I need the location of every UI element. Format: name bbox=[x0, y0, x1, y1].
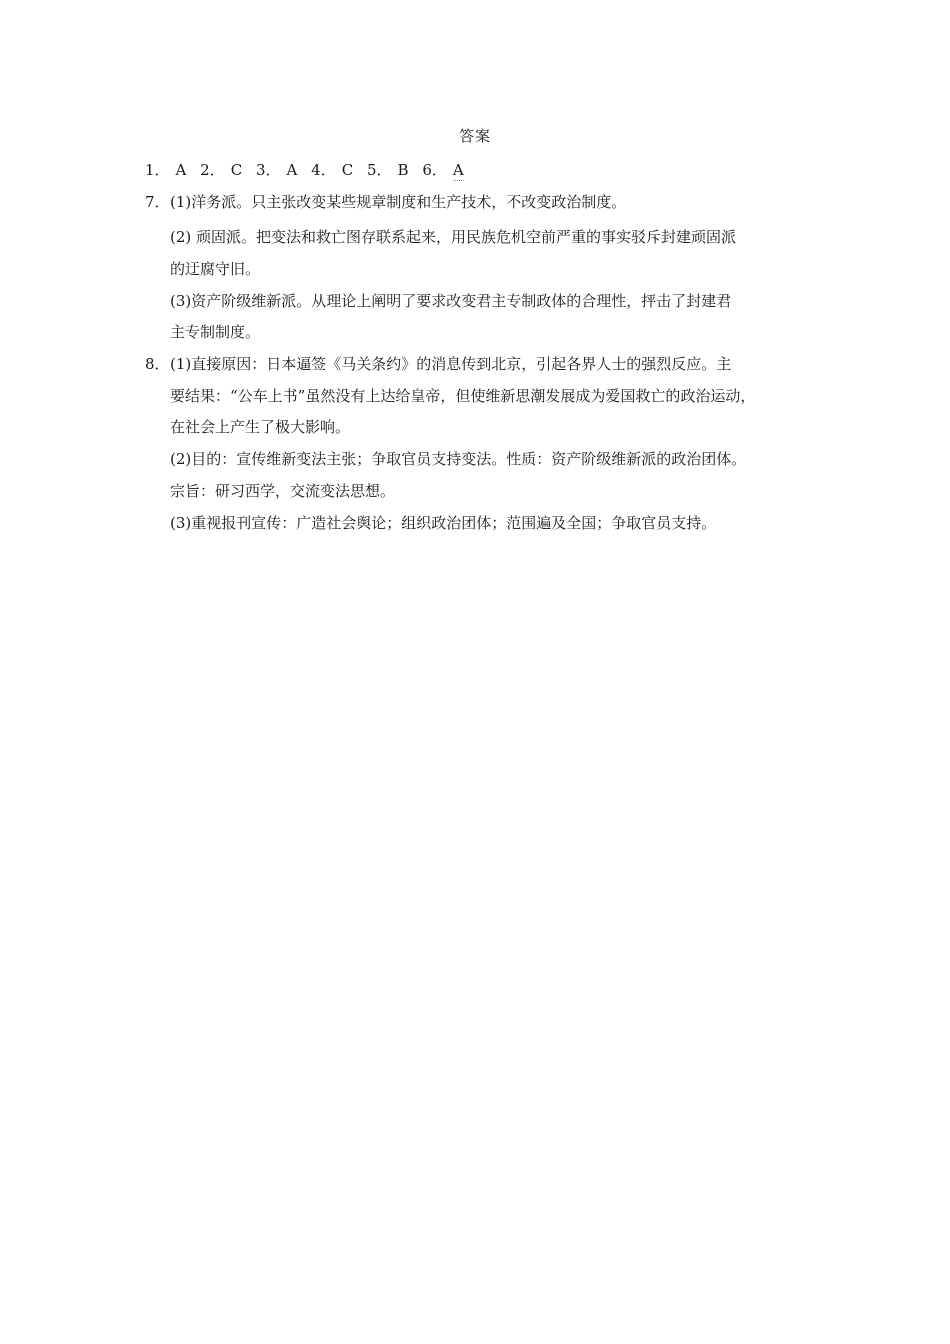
q8-text: (1)直接原因：日本逼签《马关条约》的消息传到北京，引起各界人士的强烈反应。主 bbox=[170, 355, 732, 373]
q8-line-5: 宗旨：研习西学，交流变法思想。 bbox=[170, 482, 396, 500]
q8-line-3: 在社会上产生了极大影响。 bbox=[170, 418, 351, 436]
mc-answer-6 bbox=[422, 160, 463, 181]
mc-answer-1 bbox=[145, 160, 186, 180]
mc-choice: B bbox=[397, 161, 409, 179]
mc-number: 3． bbox=[255, 161, 281, 179]
mc-number: 4． bbox=[311, 161, 336, 179]
q8-line-1 bbox=[145, 354, 731, 374]
q8-line-2: 要结果：“公车上书”虽然没有上达给皇帝，但使维新思潮发展成为爱国救亡的政治运动， bbox=[170, 387, 756, 405]
mc-choice: C bbox=[341, 161, 354, 179]
q7-line-2: (2) 顽固派。把变法和救亡图存联系起来，用民族危机空前严重的事实驳斥封建顽固派 bbox=[170, 228, 737, 246]
mc-choice: A bbox=[175, 161, 187, 179]
q8-number: 8． bbox=[145, 355, 170, 373]
q7-line-4: (3)资产阶级维新派。从理论上阐明了要求改变君主专制政体的合理性，抨击了封建君 bbox=[170, 292, 732, 310]
q7-number: 7． bbox=[145, 193, 170, 211]
q7-line-5: 主专制制度。 bbox=[170, 323, 261, 341]
mc-answer-3 bbox=[256, 160, 297, 180]
q7-line-1 bbox=[145, 192, 626, 212]
q7-line-3: 的迂腐守旧。 bbox=[170, 260, 261, 278]
mc-number: 6． bbox=[422, 161, 447, 179]
mc-number: 5． bbox=[366, 161, 392, 179]
mc-number: 2． bbox=[200, 161, 225, 179]
q7-text: (1)洋务派。只主张改变某些规章制度和生产技术，不改变政治制度。 bbox=[170, 193, 627, 211]
page-title: 答案 bbox=[458, 127, 491, 145]
mc-answer-5 bbox=[367, 160, 409, 180]
mc-choice: C bbox=[230, 161, 243, 179]
multiple-choice-answers bbox=[145, 160, 473, 181]
mc-answer-2 bbox=[200, 160, 242, 180]
mc-choice: A bbox=[286, 161, 298, 179]
mc-choice: A bbox=[452, 161, 464, 179]
q8-line-6: (3)重视报刊宣传：广造社会舆论；组织政治团体；范围遍及全国；争取官员支持。 bbox=[170, 514, 717, 532]
mc-answer-4 bbox=[311, 160, 353, 180]
q8-line-4: (2)目的：宣传维新变法主张；争取官员支持变法。性质：资产阶级维新派的政治团体。 bbox=[170, 450, 747, 468]
mc-number: 1． bbox=[145, 161, 170, 179]
